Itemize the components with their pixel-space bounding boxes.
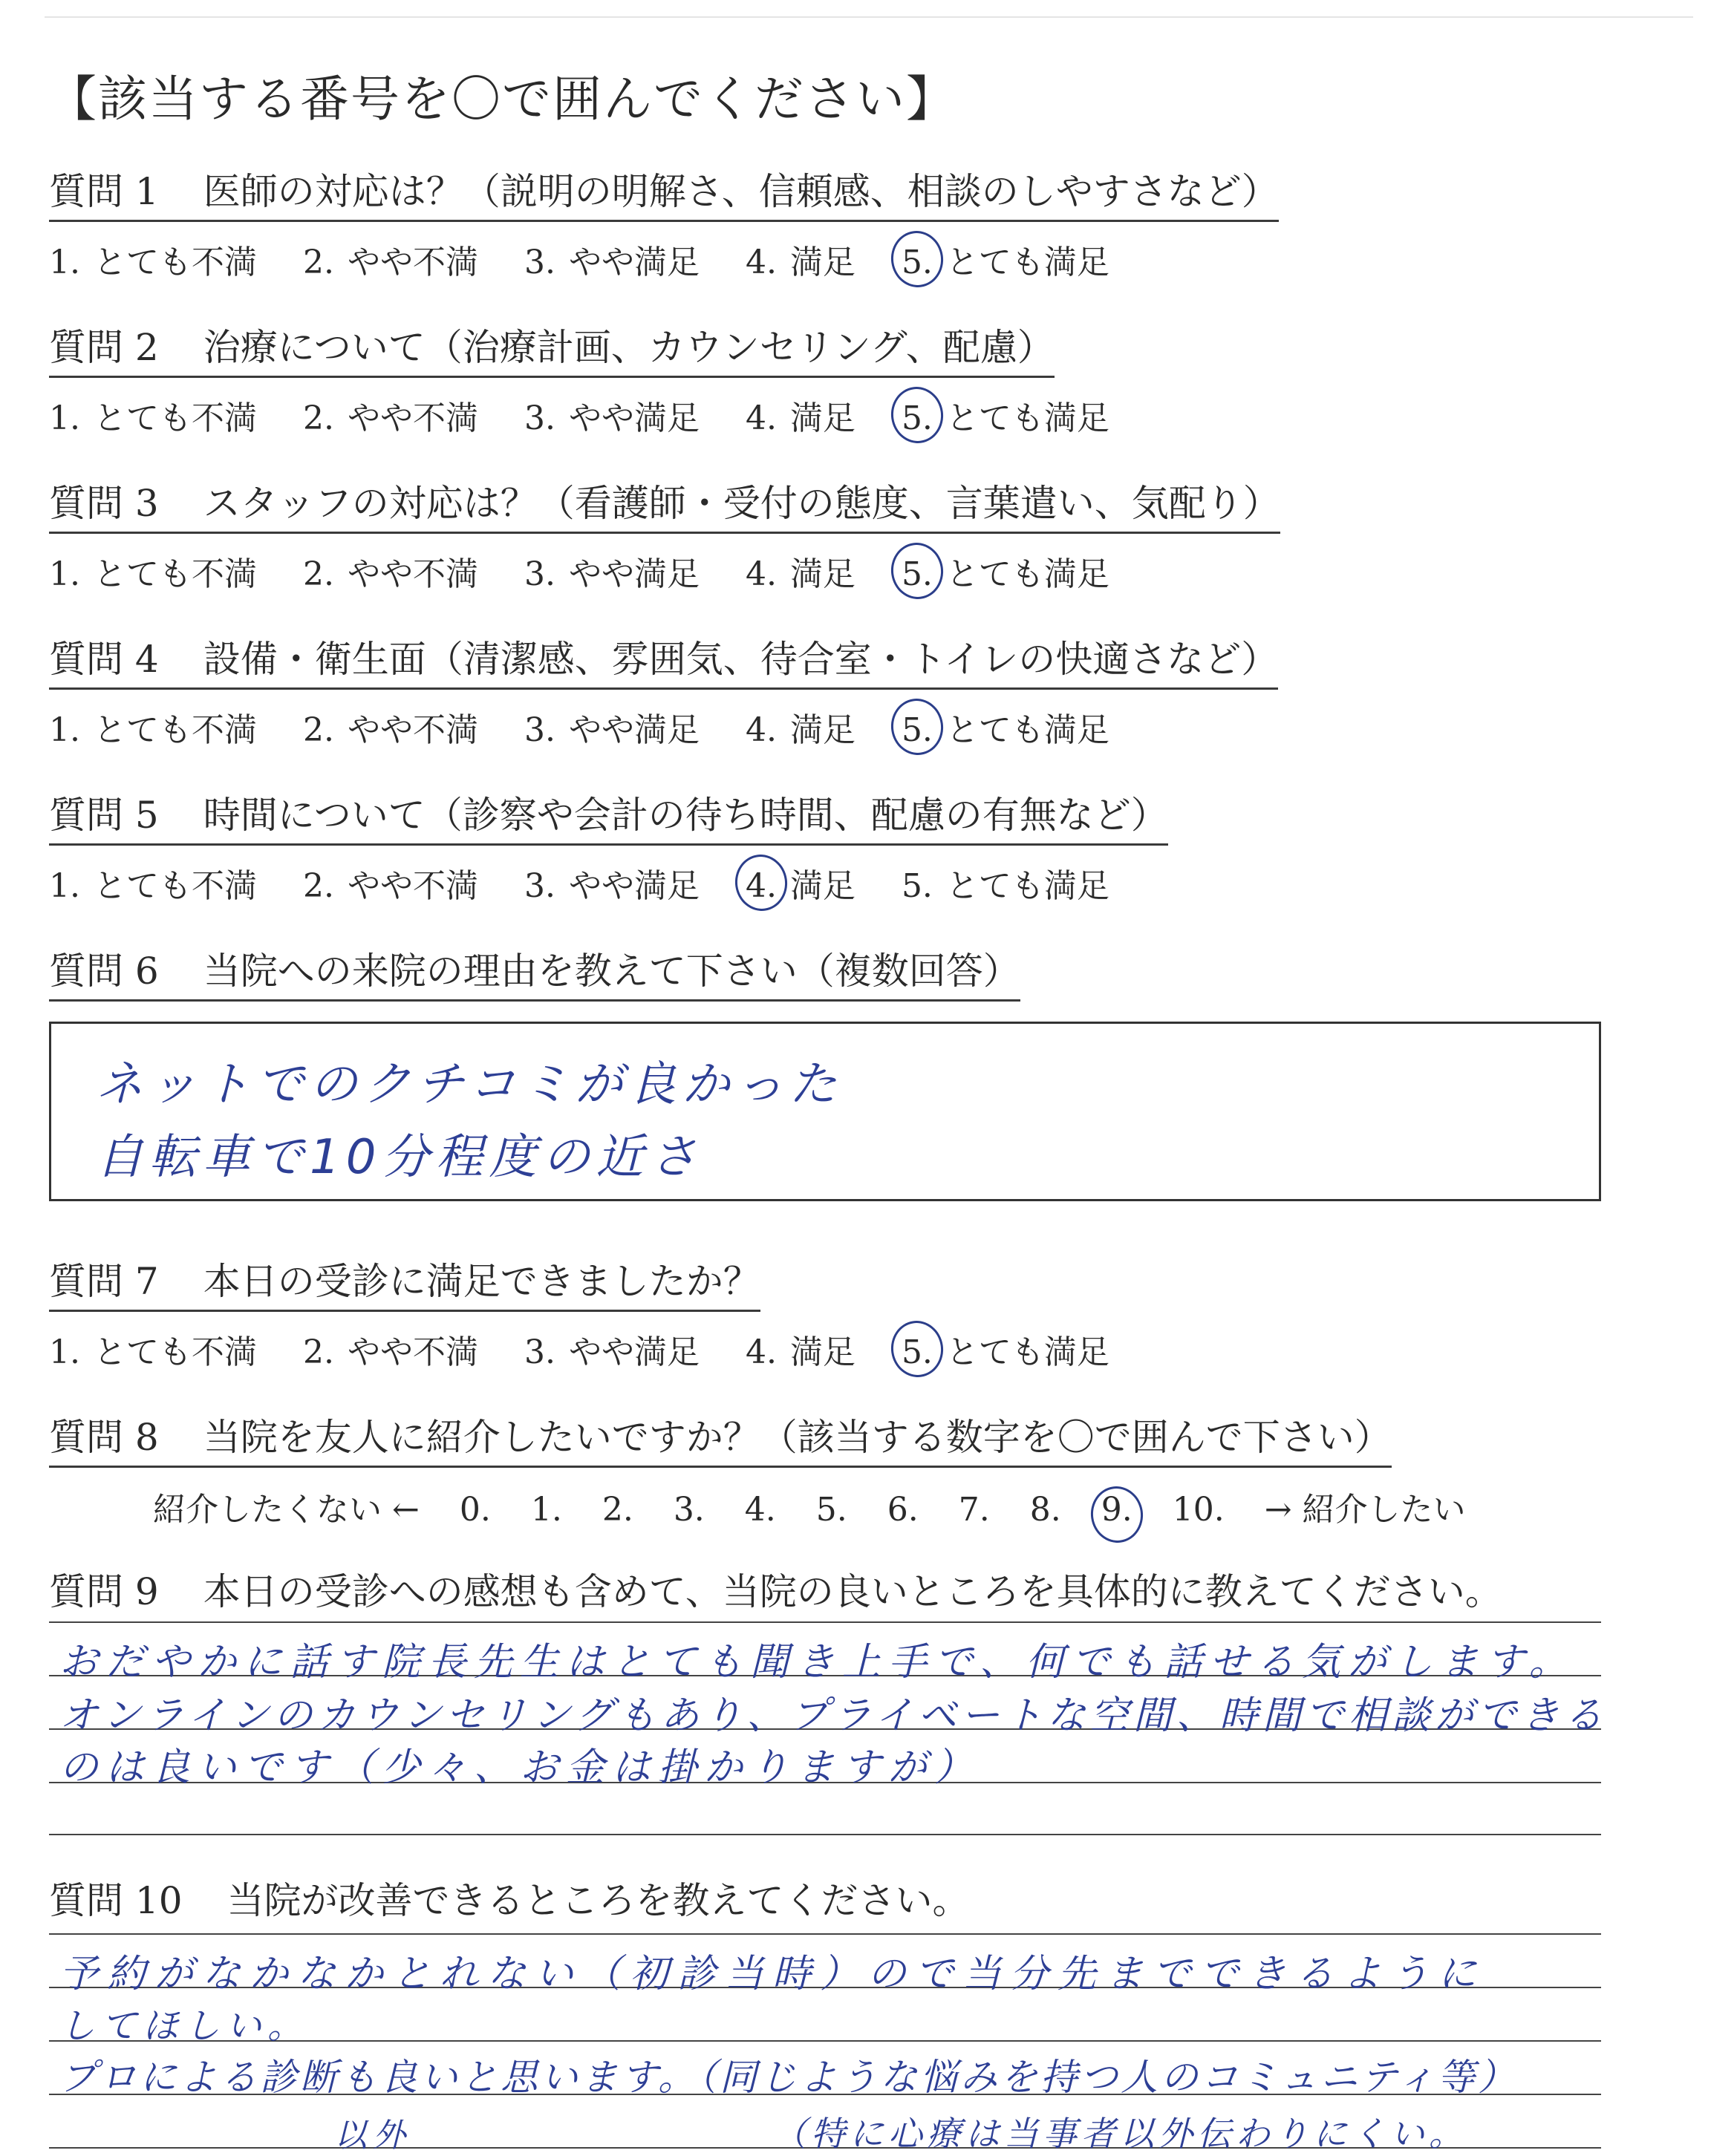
scale-4[interactable]: 4.	[744, 1491, 776, 1529]
question-10	[49, 1871, 970, 1929]
scale-6[interactable]: 6.	[887, 1491, 919, 1529]
scale-left-label: 紹介したくない ←	[153, 1491, 420, 1529]
scale-right-label: → 紹介したい	[1264, 1491, 1466, 1529]
question-4	[49, 630, 1278, 751]
scale-2[interactable]: 2.	[602, 1491, 633, 1529]
question-7-options	[49, 1325, 1145, 1373]
option-5[interactable]: 5. とても満足	[901, 867, 1109, 905]
page-heading: 【該当する番号を〇で囲んでください】	[48, 71, 956, 128]
scale-8[interactable]: 8.	[1029, 1491, 1061, 1529]
handwritten-answer-line: ネットでのクチコミが良かった	[96, 1057, 843, 1112]
ruled-line	[49, 1933, 1601, 1935]
question-6-title: 質問 6 当院への来院の理由を教えて下さい（複数回答）	[49, 941, 1020, 1002]
option-3[interactable]: 3. やや満足	[524, 244, 700, 281]
option-4-circled[interactable]: 4. 満足	[746, 859, 856, 906]
question-2	[49, 318, 1145, 439]
question-5	[49, 785, 1168, 906]
handwritten-answer-line: してほしい。	[59, 2005, 310, 2047]
question-3	[49, 474, 1280, 595]
scale-9-circled[interactable]: 9.	[1101, 1491, 1132, 1529]
top-edge-line	[45, 16, 1693, 18]
option-1[interactable]: 1. とても不満	[49, 1333, 257, 1371]
option-5-circled[interactable]: 5. とても満足	[902, 1325, 1109, 1373]
question-4-options	[49, 703, 1278, 751]
handwritten-answer-line: のは良いです（少々、お金は掛かりますが）	[59, 1745, 981, 1790]
question-8	[49, 1408, 1496, 1530]
scale-7[interactable]: 7.	[958, 1491, 990, 1529]
question-8-title: 質問 8 当院を友人に紹介したいですか？（該当する数字を〇で囲んで下さい）	[49, 1408, 1392, 1468]
question-4-title: 質問 4 設備・衛生面（清潔感、雰囲気、待合室・トイレの快適さなど）	[49, 630, 1278, 690]
question-3-title: 質問 3 スタッフの対応は？（看護師・受付の態度、言葉遣い、気配り）	[49, 474, 1280, 534]
option-2[interactable]: 2. やや不満	[302, 555, 478, 593]
option-2[interactable]: 2. やや不満	[302, 867, 478, 905]
option-3[interactable]: 3. やや満足	[524, 711, 700, 749]
scale-10[interactable]: 10.	[1172, 1491, 1225, 1529]
handwritten-answer-line: プロによる診断も良いと思います。（同じような悩みを持つ人のコミュニティ等）	[59, 2056, 1518, 2099]
option-2[interactable]: 2. やや不満	[302, 1333, 478, 1371]
question-1	[49, 162, 1279, 283]
question-2-title: 質問 2 治療について（治療計画、カウンセリング、配慮）	[49, 318, 1055, 378]
option-3[interactable]: 3. やや満足	[524, 867, 700, 905]
question-3-options	[49, 547, 1280, 595]
handwritten-answer-line: おだやかに話す院長先生はとても聞き上手で、何でも話せる気がします。	[59, 1640, 1575, 1685]
question-1-options	[49, 235, 1279, 283]
option-4[interactable]: 4. 満足	[745, 1333, 856, 1371]
scale-3[interactable]: 3.	[673, 1491, 705, 1529]
option-4[interactable]: 4. 満足	[745, 399, 856, 437]
handwritten-answer-line: 自転車で10分程度の近さ	[96, 1130, 703, 1185]
option-3[interactable]: 3. やや満足	[524, 1333, 700, 1371]
option-2[interactable]: 2. やや不満	[302, 711, 478, 749]
option-5-circled[interactable]: 5. とても満足	[902, 547, 1109, 595]
scale-0[interactable]: 0.	[459, 1491, 491, 1529]
handwritten-answer-line: （特に心療は当事者以外伝わりにくい。	[772, 2114, 1467, 2154]
question-9-title: 質問 9 本日の受診への感想も含めて、当院の良いところを具体的に教えてください。	[49, 1570, 1502, 1613]
recommend-scale	[153, 1483, 1496, 1530]
question-7	[49, 1252, 1145, 1373]
handwritten-note: 以外	[334, 2117, 411, 2155]
question-1-title: 質問 1 医師の対応は？（説明の明解さ、信頼感、相談のしやすさなど）	[49, 162, 1279, 222]
question-5-options	[49, 859, 1168, 906]
option-5-circled[interactable]: 5. とても満足	[902, 703, 1109, 751]
ruled-line	[49, 1621, 1601, 1623]
question-9	[49, 1562, 1502, 1620]
question-6-answer-box[interactable]	[49, 1022, 1601, 1201]
option-2[interactable]: 2. やや不満	[302, 244, 478, 281]
handwritten-answer-line: オンラインのカウンセリングもあり、プライベートな空間、時間で相談ができる	[59, 1693, 1607, 1738]
handwritten-answer-line: 予約がなかなかとれない（初診当時）ので当分先までできるように	[59, 1952, 1486, 1996]
question-7-title: 質問 7 本日の受診に満足できましたか？	[49, 1252, 760, 1312]
option-5-circled[interactable]: 5. とても満足	[902, 235, 1109, 283]
option-4[interactable]: 4. 満足	[745, 711, 856, 749]
option-1[interactable]: 1. とても不満	[49, 555, 257, 593]
option-1[interactable]: 1. とても不満	[49, 867, 257, 905]
scale-5[interactable]: 5.	[815, 1491, 847, 1529]
option-1[interactable]: 1. とても不満	[49, 399, 257, 437]
option-3[interactable]: 3. やや満足	[524, 555, 700, 593]
option-4[interactable]: 4. 満足	[745, 555, 856, 593]
option-5-circled[interactable]: 5. とても満足	[902, 391, 1109, 439]
option-3[interactable]: 3. やや満足	[524, 399, 700, 437]
option-1[interactable]: 1. とても不満	[49, 244, 257, 281]
question-5-title: 質問 5 時間について（診察や会計の待ち時間、配慮の有無など）	[49, 785, 1168, 846]
option-1[interactable]: 1. とても不満	[49, 711, 257, 749]
question-6	[49, 941, 1020, 1002]
scale-1[interactable]: 1.	[530, 1491, 562, 1529]
option-2[interactable]: 2. やや不満	[302, 399, 478, 437]
question-2-options	[49, 391, 1145, 439]
option-4[interactable]: 4. 満足	[745, 244, 856, 281]
ruled-line	[49, 1834, 1601, 1835]
question-10-title: 質問 10 当院が改善できるところを教えてください。	[49, 1879, 970, 1922]
